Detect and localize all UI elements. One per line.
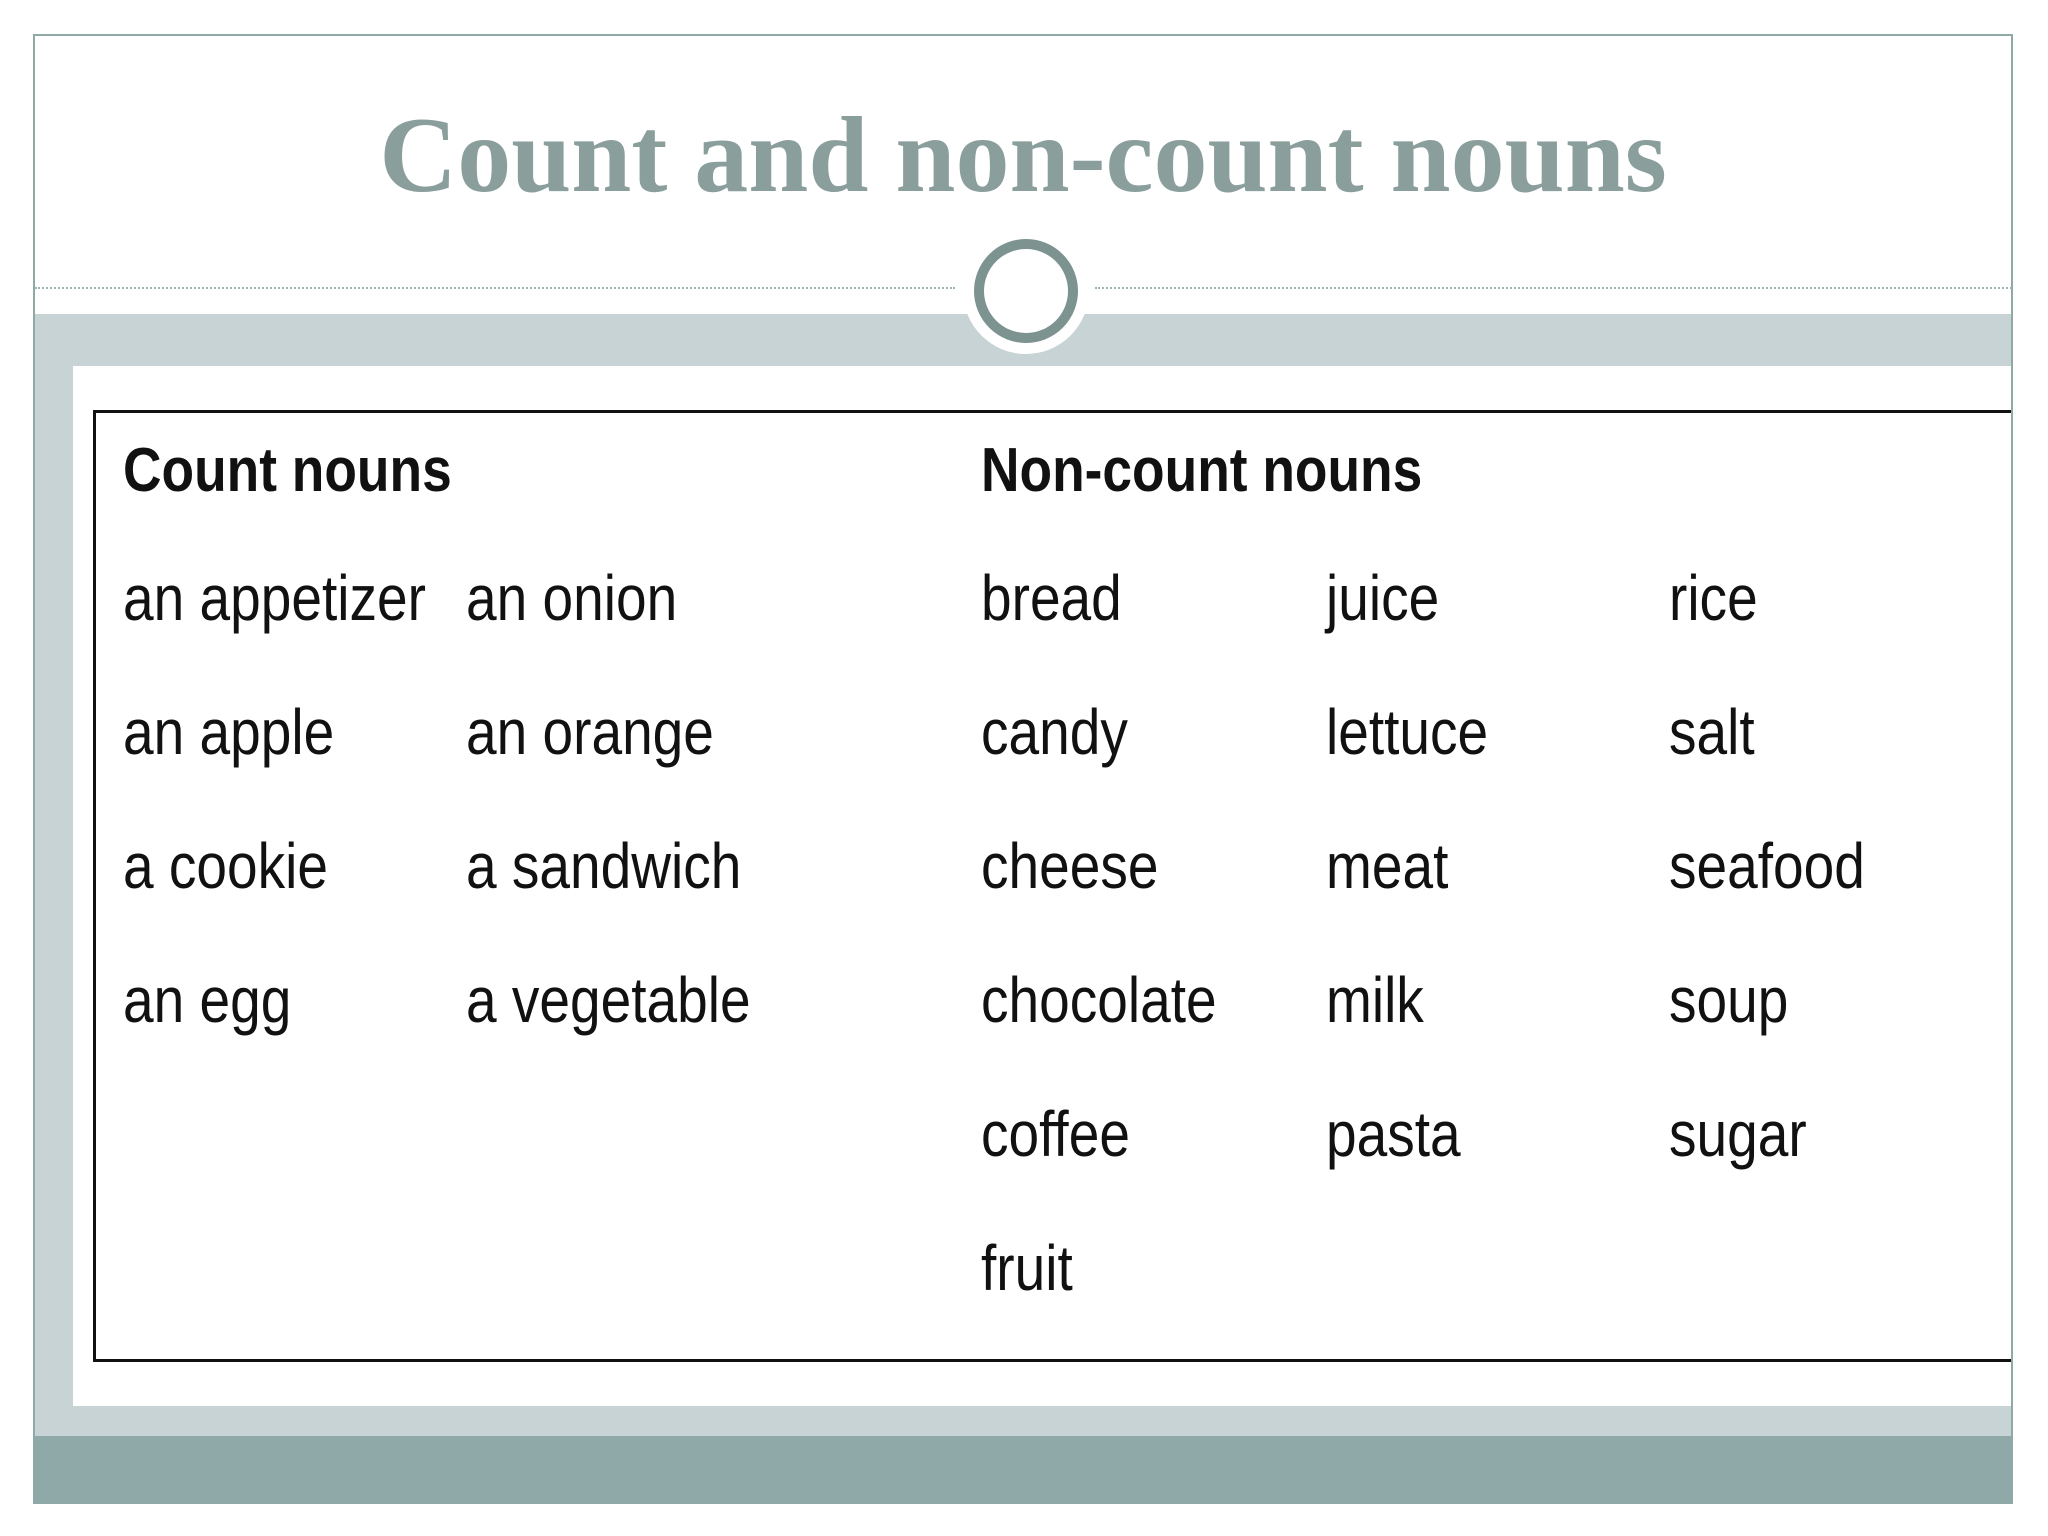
non-count-nouns-column-2: [1326, 558, 1515, 1228]
count-nouns-column-2: [466, 558, 797, 1094]
list-item: an orange: [466, 696, 714, 768]
non-count-nouns-column-1: [981, 558, 1255, 1362]
non-count-nouns-column-3: [1669, 558, 1897, 1228]
list-item: candy: [981, 696, 1128, 768]
list-item: juice: [1326, 562, 1440, 634]
list-item: a vegetable: [466, 964, 751, 1036]
list-item: seafood: [1669, 830, 1865, 902]
list-item: sugar: [1669, 1098, 1807, 1170]
count-nouns-heading: Count nouns: [123, 436, 452, 505]
count-nouns-column-1: [123, 558, 475, 1094]
slide: [33, 34, 2013, 1504]
list-item: lettuce: [1326, 696, 1489, 768]
title-divider-left: [35, 287, 955, 289]
list-item: rice: [1669, 562, 1758, 634]
list-item: cheese: [981, 830, 1159, 902]
slide-title: Count and non-count nouns: [379, 96, 1667, 215]
non-count-nouns-heading: Non-count nouns: [981, 436, 1423, 505]
noun-table: [93, 410, 2011, 1362]
list-item: chocolate: [981, 964, 1217, 1036]
list-item: an apple: [123, 696, 335, 768]
list-item: an egg: [123, 964, 292, 1036]
list-item: pasta: [1326, 1098, 1461, 1170]
list-item: coffee: [981, 1098, 1130, 1170]
title-divider-right: [1095, 287, 2013, 289]
list-item: an appetizer: [123, 562, 426, 634]
list-item: fruit: [981, 1232, 1073, 1304]
list-item: milk: [1326, 964, 1424, 1036]
list-item: bread: [981, 562, 1122, 634]
list-item: meat: [1326, 830, 1449, 902]
footer-band: [35, 1436, 2011, 1504]
content-panel: [73, 366, 2011, 1406]
list-item: soup: [1669, 964, 1789, 1036]
list-item: a cookie: [123, 830, 329, 902]
circle-ornament-icon: [974, 239, 1078, 343]
list-item: an onion: [466, 562, 678, 634]
list-item: salt: [1669, 696, 1755, 768]
list-item: a sandwich: [466, 830, 742, 902]
